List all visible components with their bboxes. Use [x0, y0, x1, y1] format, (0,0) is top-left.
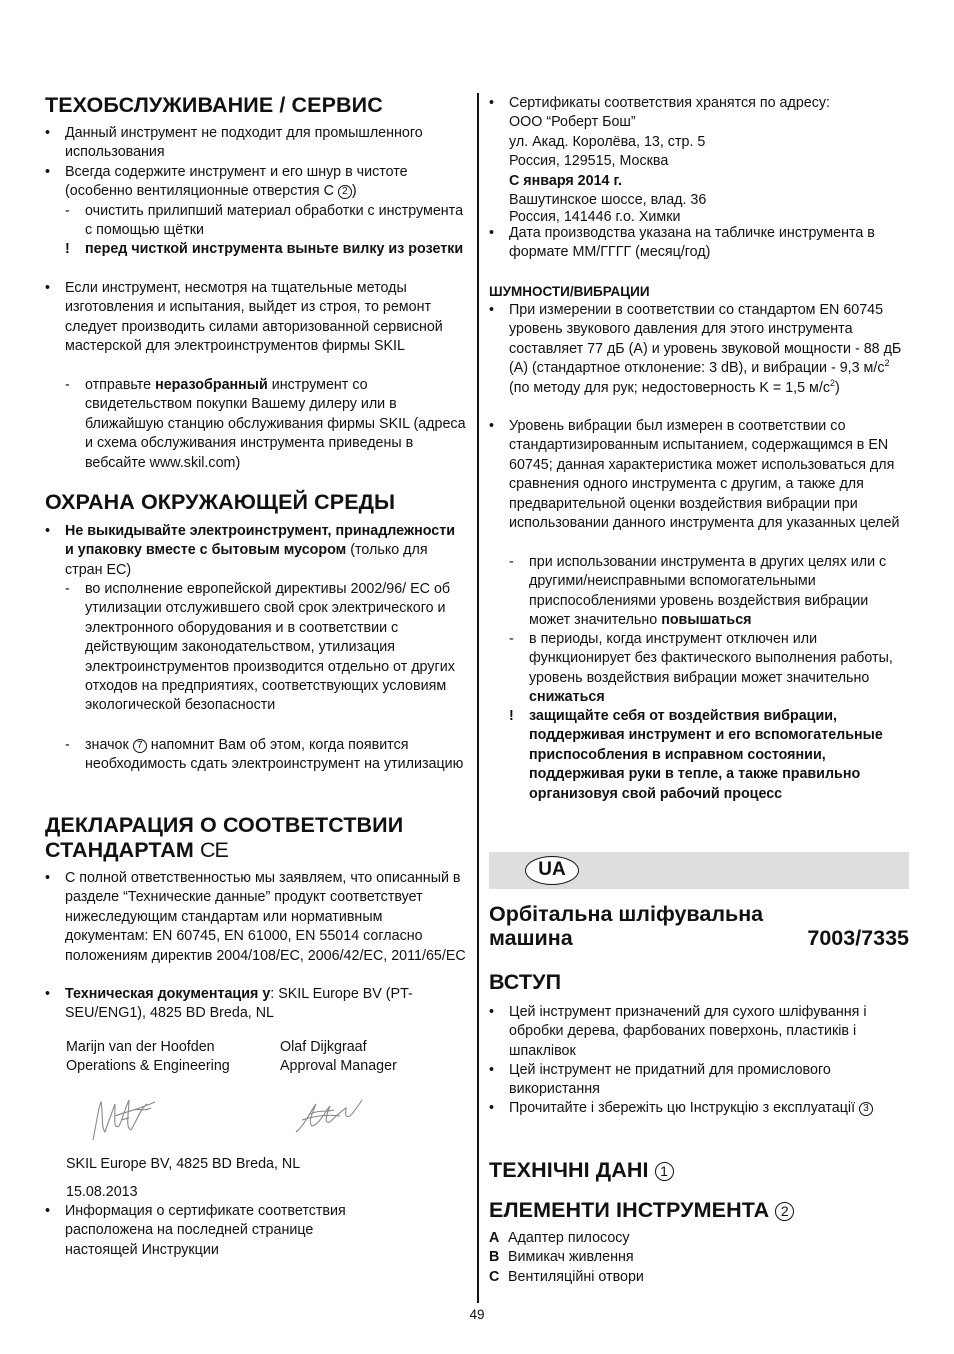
maint-bullet-2: • Всегда содержите инструмент и его шнур в чистоте (особенно вентиляционные отверстия C 2 ) [45, 163, 467, 202]
env-sub-2: - значок 7 напомнит Вам об этом, когда появится необходимость сдать электроинструмент на утилизацию [65, 737, 464, 773]
language-band [489, 852, 909, 889]
cert-bullet: • Сертификаты соответствия хранятся по адресу: ООО “Роберт Бош” ул. Акад. Королёва, 13, стр. 5 Россия, 129515, Москва С января 2014 г. Вашутинское шоссе, влад. 36 Россия, 141446 г.о. Химки [489, 94, 909, 228]
maint-sub-1: - очистить прилипший материал обработки с инструмента с помощью щётки [65, 203, 464, 239]
language-badge: UA [525, 856, 579, 885]
figure-ref-2b: 2 [775, 1202, 794, 1221]
signer-1-name: Marijn van der Hoofden [66, 1039, 215, 1055]
figure-ref-1: 1 [655, 1162, 674, 1181]
cert-bullet-2: • Дата производства указана на табличке инструмента в формате ММ/ГГГГ (месяц/год) [489, 224, 909, 263]
figure-ref-7: 7 [133, 739, 147, 753]
declaration-date: 15.08.2013 [66, 1184, 138, 1200]
intro-bullet-3: • Прочитайте і збережіть цю Інструкцію з експлуатації 3 [489, 1099, 909, 1118]
noise-warning: ! защищайте себя от воздействия вибрации, поддерживая инструмент и его вспомогательные приспособления в исправном состоянии, поддерживая руки в тепле, а также правильно организовуя свой рабочий процесс [509, 708, 883, 802]
env-bullet-1: • Не выкидывайте электроинструмент, принадлежности и упаковку вместе с бытовым мусором (только для стран ЕС) [45, 522, 467, 580]
signature-2-image [290, 1090, 370, 1140]
figure-ref-3: 3 [859, 1102, 873, 1116]
decl-bullet-3: • Информация о сертификате соответствия расположена на последней странице настоящей Инструкции [45, 1202, 385, 1260]
decl-bullet-1: • С полной ответственностью мы заявляем, что описанный в разделе “Технические данные” продукт соответствует нижеследующим стандартам или нормативным документам: EN 60745, EN 61000, EN 55014 согласно положениям директив 2004/108/EC, 2006/42/EC, 2011/65/EC [45, 869, 467, 966]
intro-bullet-1: • Цей інструмент призначений для сухого шліфування і обробки дерева, фарбованих поверхонь, пластиків і шпаклівок [489, 1003, 909, 1061]
signer-2-role: Approval Manager [280, 1058, 397, 1075]
model-number: 7003/7335 [807, 926, 909, 950]
noise-sub-2: - в периоды, когда инструмент отключен или функционирует без фактического выполнения работы, уровень воздействия вибрации может значительно снижаться [509, 631, 893, 706]
ce-mark-icon: CE [200, 838, 228, 862]
declaration-heading: ДЕКЛАРАЦИЯ О СООТВЕТСТВИИ СТАНДАРТАМ CE [45, 813, 404, 862]
column-divider [477, 93, 479, 1303]
intro-heading: ВСТУП [489, 970, 562, 994]
maint-bullet-1: • Данный инструмент не подходит для промышленного использования [45, 124, 467, 163]
maint-sub-2: - отправьте неразобранный инструмент со свидетельством покупки Вашему дилеру или в ближайшую станцию обслуживания фирмы SKIL (адреса и схема обслуживания инструмента приведены в вебсайте www.skil.com) [65, 377, 466, 471]
element-list [489, 1229, 909, 1287]
elements-heading: ЕЛЕМЕНТИ ІНСТРУМЕНТА 2 [489, 1198, 794, 1223]
element-c: C Вентиляційні отвори [489, 1268, 644, 1285]
signer-1 [66, 1038, 230, 1077]
element-a: A Адаптер пилососу [489, 1230, 630, 1246]
tech-data-heading: ТЕХНІЧНІ ДАНІ 1 [489, 1158, 674, 1183]
signer-1-role: Operations & Engineering [66, 1058, 230, 1075]
maint-bullet-3: • Если инструмент, несмотря на тщательные методы изготовления и испытания, выйдет из строя, то ремонт следует производить силами авторизованной сервисной мастерской для электроинструментов фирмы SKIL [45, 279, 467, 357]
environment-heading: ОХРАНА ОКРУЖАЮЩЕЙ СРЕДЫ [45, 490, 396, 514]
product-title: Орбітальна шліфувальна машина 7003/7335 [489, 902, 909, 950]
maintenance-heading: ТЕХОБСЛУЖИВАНИЕ / СЕРВИС [45, 93, 383, 117]
page-number: 49 [469, 1307, 485, 1322]
env-sub-1: - во исполнение европейской директивы 2002/96/ ЕС об утилизации отслужившего свой срок электрического и электронного оборудования и в соответствии с действующим законодательством, утилизация электроинструментов производится отдельно от других отходов на предприятиях, соответствующих условиям экологической безопасности [65, 581, 455, 714]
signature-1-image [85, 1090, 165, 1150]
figure-ref-2: 2 [338, 185, 352, 199]
noise-bullet-2: • Уровень вибрации был измерен в соответствии со стандартизированным испытанием, содержащимся в EN 60745; данная характеристика может использоваться для сравнения одного инструмента с другим, а также для предварительной оценки воздействия вибрации при использовании данного инструмента для указанных целей [489, 417, 909, 533]
intro-bullet-2: • Цей інструмент не придатний для промислового використання [489, 1061, 909, 1100]
company-address: SKIL Europe BV, 4825 BD Breda, NL [66, 1156, 301, 1172]
noise-sub-1: - при использовании инструмента в других целях или с другими/неисправными вспомогательными приспособлениями уровень воздействия вибрации может значительно повышаться [509, 554, 887, 629]
noise-bullet-1: • При измерении в соответствии со стандартом EN 60745 уровень звукового давления для этого инструмента составляет 77 дБ (A) и уровень звуковой мощности - 88 дБ (A) (стандартное отклонение: 3 dB), и вибрации - 9,3 $м/c^2$ (по методу для рук; недостоверность K = 1,5 $м/c^2$) [489, 301, 909, 398]
decl-bullet-2: • Техническая документация у: SKIL Europe BV (PT-SEU/ENG1), 4825 BD Breda, NL [45, 985, 467, 1024]
noise-heading: ШУМНОСТИ/ВИБРАЦИИ [489, 284, 650, 299]
element-b: B Вимикач живлення [489, 1249, 634, 1266]
signer-2-name: Olaf Dijkgraaf [280, 1039, 367, 1055]
signer-2 [280, 1038, 397, 1077]
maint-warning: ! перед чисткой инструмента выньте вилку из розетки [65, 241, 464, 257]
